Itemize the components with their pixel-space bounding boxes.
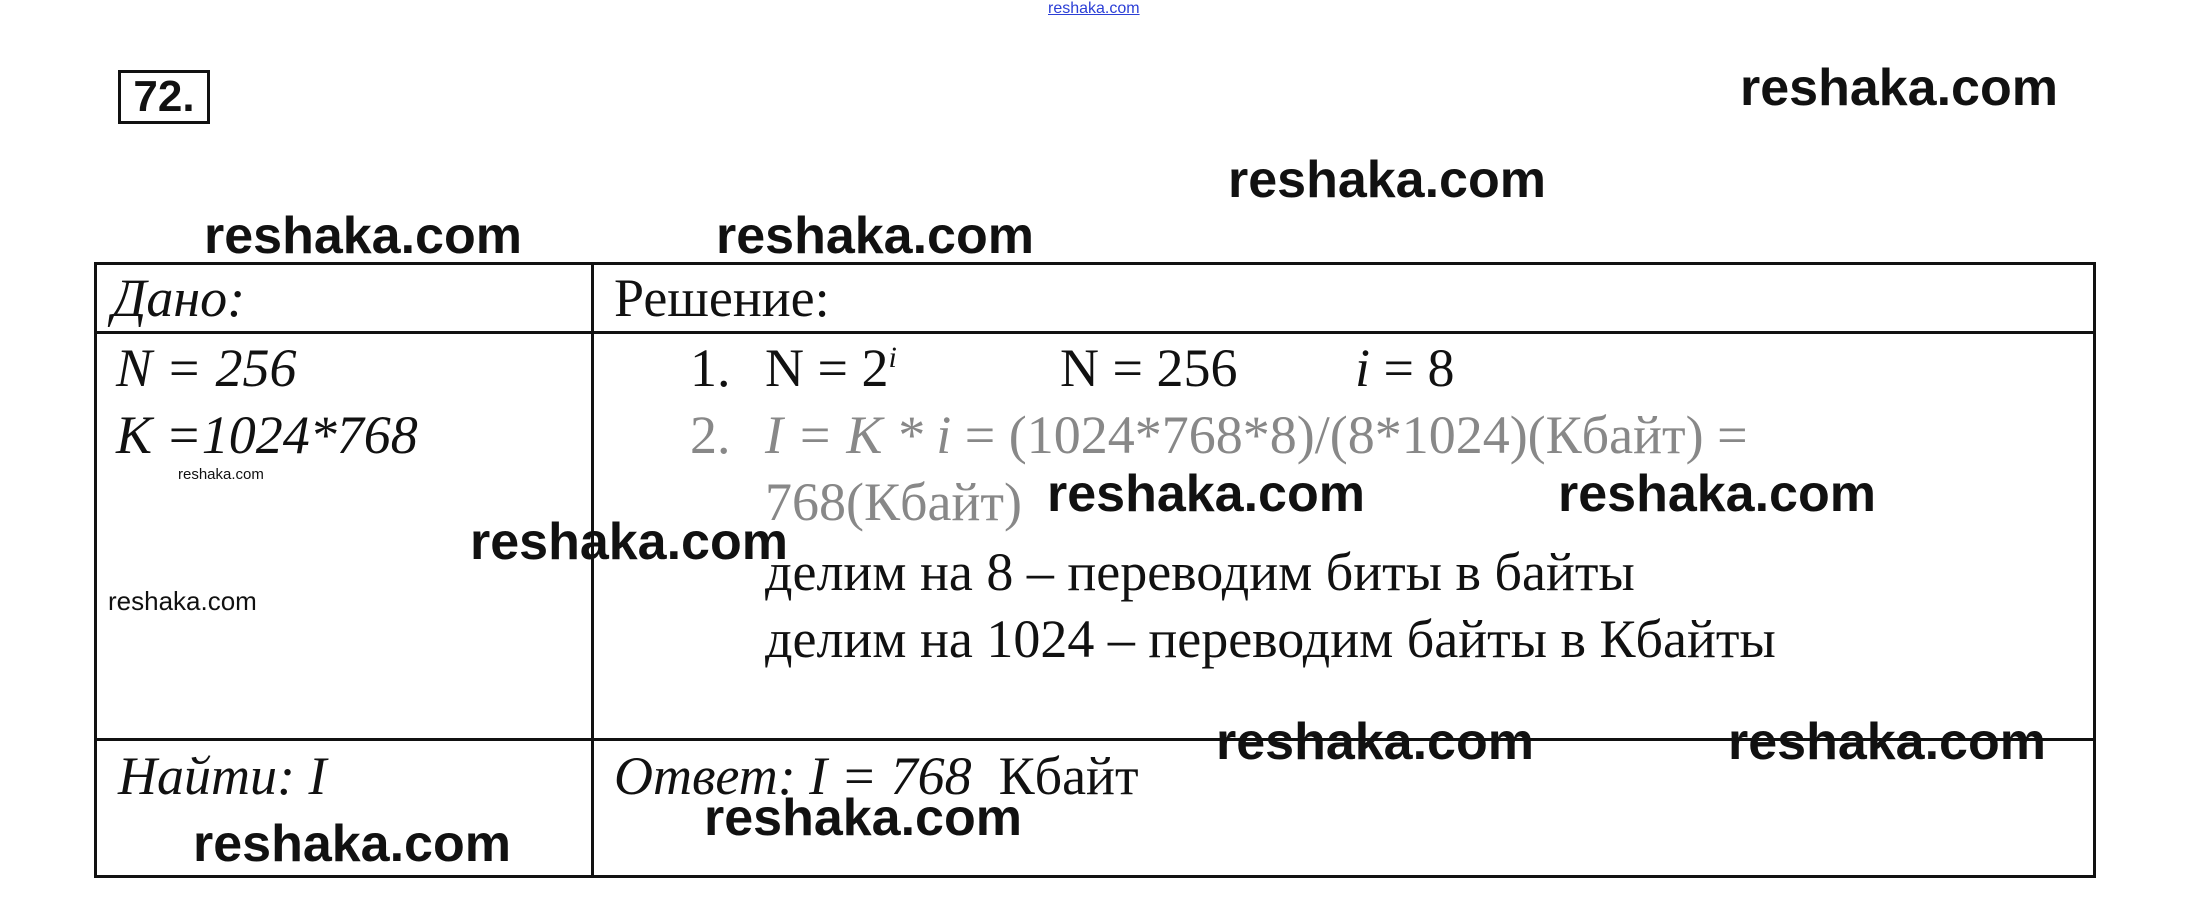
step2-number: 2. [690, 405, 731, 465]
given-header: Дано: [112, 268, 246, 328]
given-n: N = 256 [116, 338, 297, 398]
task-number: 72. [118, 70, 210, 124]
step1-formula: $N = 2^i$ [765, 338, 897, 398]
watermark: reshaka.com [204, 207, 522, 265]
watermark: reshaka.com [1047, 465, 1365, 523]
watermark: reshaka.com [1728, 713, 2046, 771]
watermark: reshaka.com [1216, 713, 1534, 771]
watermark: reshaka.com [704, 789, 1022, 847]
solution-header: Решение: [614, 268, 830, 328]
note-bits-to-bytes: делим на 8 – переводим биты в байты [765, 542, 1635, 602]
step1-n-value: N = 256 [1060, 338, 1238, 398]
watermark: reshaka.com [1558, 465, 1876, 523]
step1-number: 1. [690, 338, 731, 398]
answer: Ответ: I = 768 Кбайт [614, 746, 1139, 806]
step1-i-value: i = 8 [1355, 338, 1455, 398]
step2-formula: I = К * i = (1024*768*8)/(8*1024)(Кбайт) = [765, 405, 1748, 465]
given-k: К =1024*768 [116, 405, 418, 465]
watermark: reshaka.com [1228, 151, 1546, 209]
watermark: reshaka.com [470, 513, 788, 571]
table-border-bottom [94, 875, 2096, 878]
watermark: reshaka.com [108, 586, 257, 616]
watermark: reshaka.com [1740, 59, 2058, 117]
find-label: Найти: I [118, 746, 327, 806]
step2-result: 768(Кбайт) [765, 472, 1022, 532]
watermark-top-link[interactable]: reshaka.com [1048, 0, 1140, 17]
note-bytes-to-kbytes: делим на 1024 – переводим байты в Кбайты [765, 609, 1776, 669]
table-border-right [2093, 262, 2096, 878]
table-border-left [94, 262, 97, 878]
watermark: reshaka.com [193, 815, 511, 873]
table-border-row1 [94, 331, 2096, 334]
watermark: reshaka.com [178, 466, 264, 483]
watermark: reshaka.com [716, 207, 1034, 265]
